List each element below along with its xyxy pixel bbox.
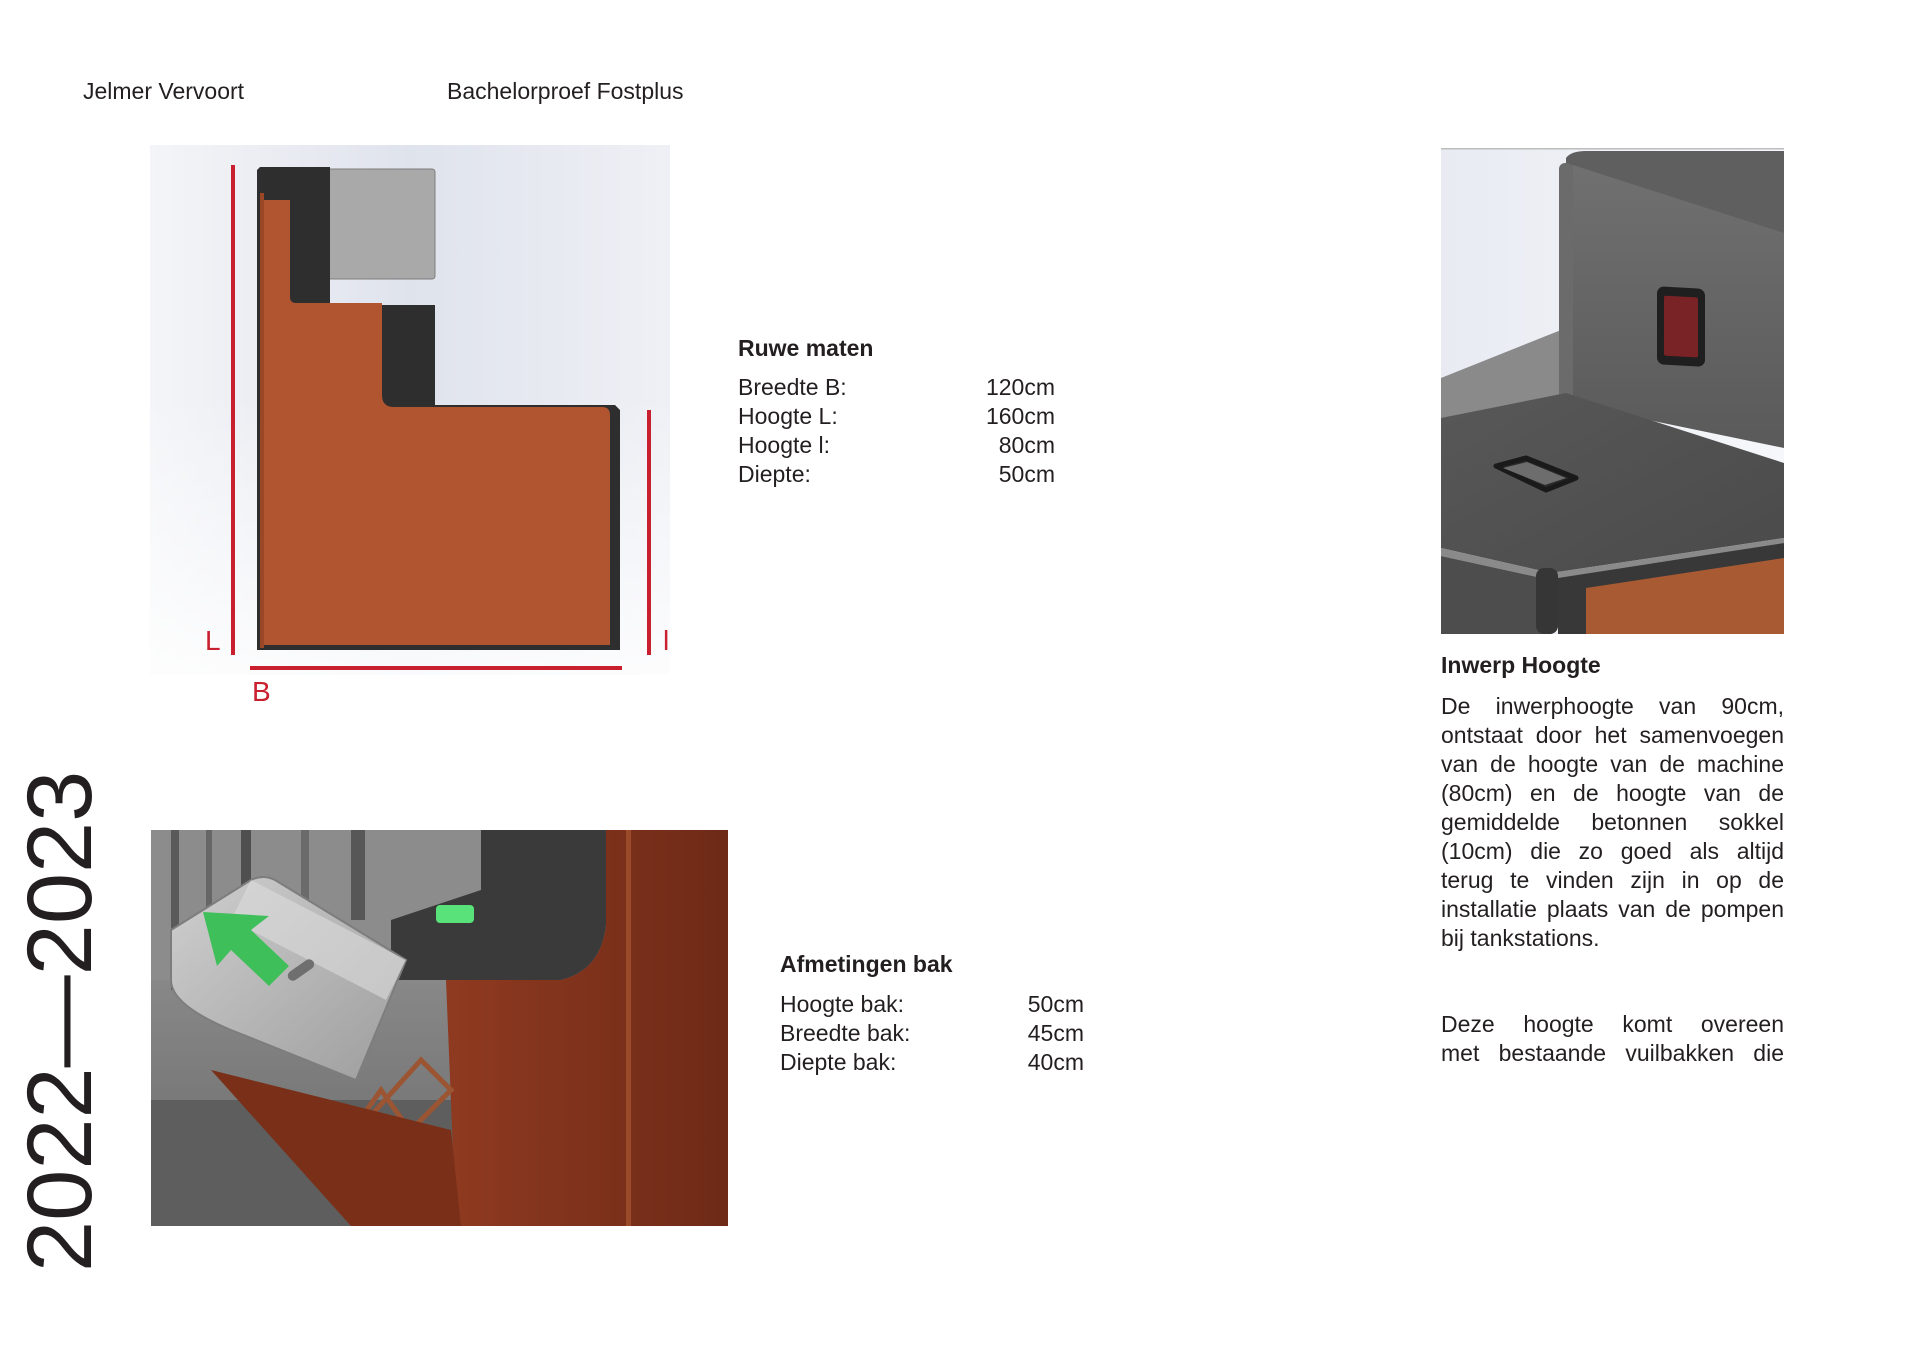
bin-render-image: [151, 830, 728, 1226]
author-name: Jelmer Vervoort: [83, 78, 245, 104]
paragraph-line: van de hoogte van de machine: [1441, 751, 1784, 777]
row-label: Hoogte bak:: [780, 991, 905, 1017]
row-label: Breedte bak:: [780, 1020, 911, 1046]
row-value: 40cm: [1027, 1049, 1084, 1075]
paragraph-line: installatie plaats van de pompen: [1441, 896, 1784, 922]
table-row: [738, 431, 1055, 460]
project-title: Bachelorproef Fostplus: [447, 78, 684, 104]
paragraph-line: terug te vinden zijn in op de: [1441, 867, 1784, 893]
row-value: 50cm: [1027, 991, 1084, 1017]
row-value: 50cm: [998, 461, 1055, 487]
paragraph-line: (10cm) die zo goed als altijd: [1441, 838, 1784, 864]
paragraph-line: bij tankstations.: [1441, 925, 1600, 951]
paragraph-line: Deze hoogte komt overeen: [1441, 1011, 1784, 1037]
row-label: Diepte bak:: [780, 1049, 897, 1075]
inwerp-title: Inwerp Hoogte: [1441, 652, 1601, 678]
inwerp-paragraph: [1441, 692, 1784, 953]
ruwe-maten-table: [738, 373, 1055, 493]
inwerp-paragraph-2: [1441, 1010, 1784, 1068]
afmetingen-bak-table: [780, 990, 1084, 1080]
row-label: Breedte B:: [738, 374, 847, 400]
paragraph-line: (80cm) en de hoogte van de: [1441, 780, 1784, 806]
paragraph-line: De inwerphoogte van 90cm,: [1441, 693, 1784, 719]
row-label: Hoogte L:: [738, 403, 838, 429]
row-value: 80cm: [998, 432, 1055, 458]
machine-elevation-diagram: [150, 145, 680, 705]
screen-panel: [328, 169, 435, 279]
table-row: [738, 402, 1055, 431]
afmetingen-bak-title: Afmetingen bak: [780, 951, 953, 977]
row-label: Diepte:: [738, 461, 811, 487]
year-vertical: 2022—2023: [9, 770, 111, 1272]
ruwe-maten-title: Ruwe maten: [738, 335, 874, 361]
paragraph-line: ontstaat door het samenvoegen: [1441, 722, 1784, 748]
dimension-line-B: [250, 666, 622, 670]
table-row: [738, 373, 1055, 402]
red-display: [1664, 296, 1698, 358]
inwerp-render-image: [1441, 148, 1784, 634]
row-value: 120cm: [985, 374, 1055, 400]
paragraph-line: gemiddelde betonnen sokkel: [1441, 809, 1784, 835]
dimension-label-B: B: [252, 676, 271, 705]
table-row: [780, 990, 1084, 1019]
dimension-label-L: L: [205, 625, 221, 656]
paragraph-line: met bestaande vuilbakken die: [1441, 1040, 1784, 1066]
dimension-line-L: [231, 165, 235, 655]
table-row: [780, 1019, 1084, 1048]
table-row: [780, 1048, 1084, 1077]
dimension-line-l: [647, 410, 651, 655]
row-value: 160cm: [985, 403, 1055, 429]
row-label: Hoogte l:: [738, 432, 831, 458]
row-value: 45cm: [1027, 1020, 1084, 1046]
table-row: [738, 460, 1055, 489]
dimension-label-l: l: [663, 625, 670, 656]
